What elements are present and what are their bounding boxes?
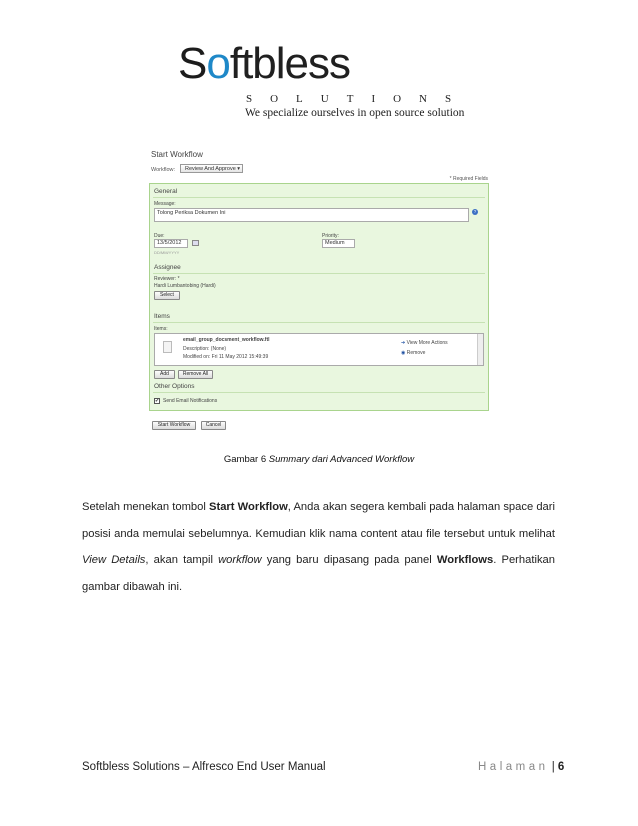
date-format-hint: DD/MM/YYYY — [154, 250, 180, 255]
due-label: Due: — [154, 233, 165, 239]
message-textarea[interactable]: Tolong Periksa Dokumen Ini — [154, 208, 469, 222]
divider — [153, 322, 485, 323]
send-email-checkbox[interactable]: ✔ — [155, 398, 160, 404]
required-fields-note: * Required Fields — [449, 176, 488, 182]
item-description: Description: (None) — [183, 346, 227, 352]
other-options-heading: Other Options — [154, 383, 195, 390]
view-more-actions-link[interactable]: ➔ View More Actions — [401, 340, 448, 346]
due-date-input[interactable]: 13/5/2012 — [154, 239, 188, 248]
divider — [153, 273, 485, 274]
items-label: Items: — [154, 326, 168, 332]
general-heading: General — [154, 188, 178, 195]
divider — [153, 197, 485, 198]
start-workflow-screenshot — [147, 146, 492, 436]
body-paragraph: Setelah menekan tombol Start Workflow, Anda akan segera kembali pada halaman space dari posisi anda memulai sebelumnya. Kemudian klik nama content atau file tersebut untuk melihat View Details, akan tampil workflow yang baru dipasang pada panel Workflows. Perhatikan gambar dibawah ini. — [82, 501, 555, 593]
remove-all-button[interactable]: Remove All — [178, 370, 213, 379]
send-email-label: Send Email Notifications — [163, 398, 218, 404]
logo-wordmark: Softbless — [178, 39, 351, 88]
select-reviewer-button[interactable]: Select — [154, 291, 180, 300]
file-icon — [163, 341, 172, 353]
calendar-icon[interactable] — [192, 240, 199, 246]
priority-select[interactable]: Medium — [322, 239, 355, 248]
priority-label: Priority: — [322, 233, 339, 239]
softbless-logo — [178, 40, 468, 122]
logo-subtitle: SOLUTIONS — [246, 93, 470, 105]
remove-icon: ◉ — [401, 350, 407, 356]
logo-tagline: We specialize ourselves in open source solution — [245, 107, 465, 119]
cancel-button[interactable]: Cancel — [201, 421, 226, 430]
add-item-button[interactable]: Add — [154, 370, 175, 379]
form-title: Start Workflow — [151, 150, 203, 159]
help-icon[interactable]: ? — [473, 209, 477, 214]
item-file-name[interactable]: email_group_docsment_workflow.ftl — [183, 337, 270, 343]
assignee-heading: Assignee — [154, 264, 181, 271]
remove-item-link[interactable]: ◉ Remove — [401, 350, 426, 356]
divider — [153, 392, 485, 393]
figure-caption: Gambar 6 Summary dari Advanced Workflow — [223, 454, 415, 465]
items-scrollbar[interactable] — [477, 334, 483, 365]
items-heading: Items — [154, 313, 170, 320]
footer-page-number: Halaman | 6 — [478, 761, 565, 773]
items-list — [154, 333, 484, 366]
workflow-label: Workflow: — [151, 167, 176, 173]
reviewer-label: Reviewer: * — [154, 276, 180, 282]
message-label: Message: — [154, 201, 176, 207]
item-modified: Modified on: Fri 11 May 2012 15:49:39 — [183, 354, 269, 360]
workflow-form-panel — [149, 183, 489, 411]
reviewer-value: Hardi Lumbantobing (Hardi) — [154, 283, 216, 289]
footer-title: Softbless Solutions – Alfresco End User Manual — [82, 761, 326, 773]
start-workflow-button[interactable]: Start Workflow — [152, 421, 196, 430]
arrow-right-icon: ➔ — [401, 340, 407, 346]
workflow-select[interactable]: Review And Approve ▾ — [180, 164, 243, 173]
